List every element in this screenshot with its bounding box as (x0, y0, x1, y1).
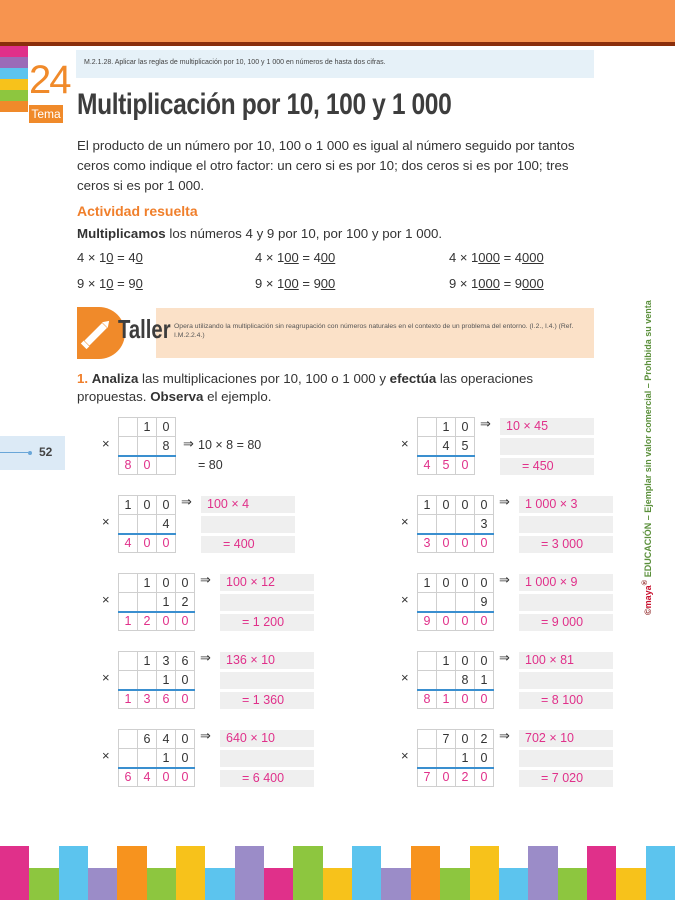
digit-cell (418, 671, 437, 690)
times-sign: × (102, 748, 110, 763)
result-digit: 1 (119, 612, 138, 631)
result-box: = 3 000 (519, 536, 613, 553)
footer-color-bar (176, 846, 205, 900)
digit-cell (119, 671, 138, 690)
side-stripe (0, 101, 28, 112)
digit-cell: 0 (456, 730, 475, 749)
footer-color-bar (440, 868, 469, 900)
blank-box (220, 750, 314, 767)
footer-color-bar (323, 868, 352, 900)
digit-cell: 5 (456, 437, 475, 456)
multiplication-grid (118, 651, 195, 709)
skill-code: M.2.1.28. Aplicar las reglas de multiplicación por 10, 100 y 1 000 en números de hasta dos cifras. (76, 50, 594, 78)
digit-cell (138, 671, 157, 690)
digit-cell (437, 593, 456, 612)
expression-text: 10 × 8 = 80 (198, 438, 262, 452)
blank-box (519, 750, 613, 767)
digit-cell: 3 (157, 652, 176, 671)
taller-description: Opera utilizando la multiplicación sin reagrupación con números naturales en el contexto de un problema del entorno. (I.2., I.4.) (Ref. I.M.2.2.4.) (174, 323, 574, 339)
digit-cell (119, 749, 138, 768)
digit-cell: 0 (456, 652, 475, 671)
digit-cell (119, 515, 138, 534)
expression-box: 100 × 4 (201, 496, 295, 513)
times-sign: × (401, 748, 409, 763)
page-number-tab (0, 436, 65, 470)
result-digit: 0 (437, 534, 456, 553)
result-digit: 0 (456, 690, 475, 709)
digit-cell (437, 515, 456, 534)
result-digit: 2 (138, 612, 157, 631)
blank-box (519, 594, 613, 611)
factor-zeros: 00 (284, 250, 299, 265)
digit-cell: 8 (456, 671, 475, 690)
arrow-icon: ⇒ (499, 573, 510, 588)
result-digit: 0 (138, 456, 157, 475)
multiplication-grid (118, 573, 195, 631)
footer-color-bar (59, 846, 88, 900)
digit-cell (138, 593, 157, 612)
exercise-number: 1. (77, 371, 89, 386)
digit-cell (138, 437, 157, 456)
result-digit: 0 (138, 534, 157, 553)
blank-box (220, 672, 314, 689)
digit-cell: 1 (475, 671, 494, 690)
footer-color-bar (528, 846, 557, 900)
digit-cell (119, 418, 138, 437)
digit-cell: 0 (475, 749, 494, 768)
activity-example (255, 276, 335, 291)
blank-box (519, 516, 613, 533)
digit-cell: 0 (475, 574, 494, 593)
arrow-icon: ⇒ (200, 729, 211, 744)
result-digit: 0 (456, 456, 475, 475)
footer-color-bar (616, 868, 645, 900)
result-digit: 0 (475, 612, 494, 631)
intro-paragraph: El producto de un número por 10, 100 o 1 000 es igual al número seguido por tantos ceros como indique el otro factor: un cero si es por 10; dos ceros si es por 100; tres ceros si es por 1 000. (77, 138, 575, 193)
digit-cell: 6 (138, 730, 157, 749)
multiplication-grid (417, 573, 494, 631)
product-zeros: 0 (135, 276, 143, 291)
brand-name: maya (643, 585, 653, 609)
result-box: = 9 000 (519, 614, 613, 631)
result-digit: 3 (138, 690, 157, 709)
result-digit: 3 (418, 534, 437, 553)
digit-cell (119, 593, 138, 612)
blank-box (519, 672, 613, 689)
result-digit: 0 (157, 534, 176, 553)
exercise-verb-analiza: Analiza (91, 371, 139, 386)
result-box: = 400 (201, 536, 295, 553)
footer-color-bar (205, 868, 234, 900)
header-brown-line (0, 42, 675, 46)
footer-color-bar (235, 846, 264, 900)
activity-title: Actividad resuelta (77, 203, 198, 219)
digit-cell: 0 (176, 574, 195, 593)
digit-cell (418, 593, 437, 612)
result-digit: 9 (418, 612, 437, 631)
footer-color-bar (88, 868, 117, 900)
footer-color-bar (29, 868, 58, 900)
result-digit: 2 (456, 768, 475, 787)
arrow-icon: ⇒ (499, 495, 510, 510)
product-zeros: 00 (320, 250, 336, 265)
side-stripe (0, 79, 28, 90)
exercise-text-2: las operaciones propuestas. (77, 371, 534, 404)
digit-cell: 0 (456, 418, 475, 437)
exercise-verb-efectua: efectúa (389, 371, 437, 386)
footer-color-bars (0, 846, 675, 900)
digit-cell (418, 437, 437, 456)
digit-cell (138, 515, 157, 534)
result-digit: 0 (475, 768, 494, 787)
multiplication-grid (118, 729, 195, 787)
digit-cell: 1 (157, 593, 176, 612)
result-digit: 0 (437, 612, 456, 631)
digit-cell: 0 (176, 730, 195, 749)
digit-cell: 1 (138, 574, 157, 593)
tema-number: 24 (29, 58, 70, 102)
activity-example (77, 276, 143, 291)
digit-cell (418, 418, 437, 437)
result-box: = 1 200 (220, 614, 314, 631)
digit-cell: 1 (119, 496, 138, 515)
digit-cell: 1 (437, 418, 456, 437)
factor-zeros: 000 (478, 276, 500, 291)
multiplication-grid (417, 417, 475, 475)
result-digit: 5 (437, 456, 456, 475)
footer-color-bar (587, 846, 616, 900)
result-digit: 0 (176, 690, 195, 709)
copyright-text: EDUCACIÓN – Ejemplar sin valor comercial – Prohibida su venta (643, 300, 653, 580)
activity-example (449, 250, 544, 265)
digit-cell (418, 730, 437, 749)
arrow-icon: ⇒ (200, 573, 211, 588)
side-color-stripes (0, 46, 28, 126)
activity-subtitle (77, 226, 442, 241)
footer-color-bar (293, 846, 322, 900)
footer-color-bar (499, 868, 528, 900)
digit-cell: 3 (475, 515, 494, 534)
digit-cell (456, 593, 475, 612)
digit-cell: 2 (475, 730, 494, 749)
example-text: = 4 (113, 250, 136, 265)
digit-cell (418, 652, 437, 671)
result-digit: 0 (157, 768, 176, 787)
result-digit: 1 (437, 690, 456, 709)
digit-cell: 1 (456, 749, 475, 768)
expression-box: 1 000 × 9 (519, 574, 613, 591)
side-stripe (0, 90, 28, 101)
times-sign: × (102, 436, 110, 451)
result-box: = 1 360 (220, 692, 314, 709)
digit-cell: 0 (157, 418, 176, 437)
multiplication-grid (417, 495, 494, 553)
product-zeros: 000 (522, 276, 544, 291)
result-digit: 0 (456, 612, 475, 631)
result-digit: 6 (157, 690, 176, 709)
copyright-symbol: © (643, 608, 653, 615)
result-digit: 4 (119, 534, 138, 553)
digit-cell: 0 (176, 671, 195, 690)
digit-cell: 0 (157, 574, 176, 593)
times-sign: × (401, 514, 409, 529)
expression-box: 640 × 10 (220, 730, 314, 747)
result-digit: 8 (119, 456, 138, 475)
result-digit: 4 (138, 768, 157, 787)
footer-color-bar (411, 846, 440, 900)
result-digit: 1 (119, 690, 138, 709)
multiplication-grid (417, 651, 494, 709)
blank-box (500, 438, 594, 455)
footer-color-bar (381, 868, 410, 900)
example-text: 9 × 1 (77, 276, 107, 291)
arrow-icon: ⇒ (181, 495, 192, 510)
digit-cell: 8 (157, 437, 176, 456)
digit-cell: 1 (138, 418, 157, 437)
example-text: = 9 (113, 276, 136, 291)
example-text: 9 × 1 (449, 276, 479, 291)
arrow-icon: ⇒ (183, 437, 194, 452)
footer-color-bar (352, 846, 381, 900)
result-digit: 4 (418, 456, 437, 475)
example-text: 4 × 1 (255, 250, 285, 265)
result-digit: 0 (475, 690, 494, 709)
digit-cell: 0 (437, 496, 456, 515)
digit-cell: 0 (475, 496, 494, 515)
result-box: = 8 100 (519, 692, 613, 709)
blank-box (220, 594, 314, 611)
digit-cell (456, 515, 475, 534)
example-text: = 9 (499, 276, 523, 291)
footer-color-bar (558, 868, 587, 900)
result-box: = 450 (500, 458, 594, 475)
footer-color-bar (117, 846, 146, 900)
expression-box: 702 × 10 (519, 730, 613, 747)
arrow-icon: ⇒ (499, 729, 510, 744)
factor-zeros: 000 (478, 250, 500, 265)
activity-example (255, 250, 335, 265)
exercise-text-3: el ejemplo. (203, 389, 272, 404)
side-stripe (0, 46, 28, 57)
result-digit: 8 (418, 690, 437, 709)
tema-label: Tema (29, 105, 63, 123)
example-text: 4 × 1 (449, 250, 479, 265)
times-sign: × (401, 436, 409, 451)
product-zeros: 000 (522, 250, 544, 265)
result-digit: 7 (418, 768, 437, 787)
blank-box (201, 516, 295, 533)
digit-cell (119, 574, 138, 593)
expression-box: 1 000 × 3 (519, 496, 613, 513)
page-number: 52 (39, 445, 53, 459)
taller-title: Taller (118, 314, 171, 344)
page-title: Multiplicación por 10, 100 y 1 000 (77, 88, 452, 121)
example-text: 9 × 1 (255, 276, 285, 291)
digit-cell: 4 (437, 437, 456, 456)
digit-cell (119, 730, 138, 749)
activity-example (77, 250, 143, 265)
digit-cell (119, 652, 138, 671)
expression-box: 100 × 12 (220, 574, 314, 591)
result-digit: 0 (475, 534, 494, 553)
times-sign: × (102, 514, 110, 529)
multiplication-grid (118, 417, 176, 475)
digit-cell: 0 (456, 574, 475, 593)
factor-zeros: 0 (106, 276, 114, 291)
digit-cell: 0 (475, 652, 494, 671)
digit-cell: 1 (418, 574, 437, 593)
result-digit: 0 (456, 534, 475, 553)
digit-cell: 4 (157, 515, 176, 534)
footer-color-bar (147, 868, 176, 900)
result-digit (157, 456, 176, 475)
footer-color-bar (470, 846, 499, 900)
factor-zeros: 00 (284, 276, 299, 291)
result-box: = 7 020 (519, 770, 613, 787)
footer-color-bar (0, 846, 29, 900)
digit-cell: 1 (138, 652, 157, 671)
example-text: 4 × 1 (77, 250, 107, 265)
side-stripe (0, 57, 28, 68)
result-box: = 6 400 (220, 770, 314, 787)
result-digit: 0 (176, 768, 195, 787)
example-text: = 9 (298, 276, 321, 291)
expression-box: 136 × 10 (220, 652, 314, 669)
digit-cell (418, 515, 437, 534)
exercise-verb-observa: Observa (150, 389, 204, 404)
digit-cell: 1 (418, 496, 437, 515)
digit-cell: 0 (157, 496, 176, 515)
activity-text: los números 4 y 9 por 10, por 100 y por 1 000. (165, 226, 443, 241)
arrow-icon: ⇒ (499, 651, 510, 666)
times-sign: × (401, 670, 409, 685)
digit-cell (119, 437, 138, 456)
copyright-notice (640, 300, 653, 615)
multiplication-grid (118, 495, 176, 553)
times-sign: × (102, 670, 110, 685)
footer-color-bar (646, 846, 675, 900)
example-text: = 4 (499, 250, 523, 265)
footer-color-bar (264, 868, 293, 900)
expression-box: 100 × 81 (519, 652, 613, 669)
digit-cell (437, 671, 456, 690)
page-number-dot (28, 451, 32, 455)
arrow-icon: ⇒ (200, 651, 211, 666)
result-digit: 6 (119, 768, 138, 787)
digit-cell (418, 749, 437, 768)
activity-verb: Multiplicamos (77, 226, 166, 241)
digit-cell: 0 (456, 496, 475, 515)
digit-cell: 1 (157, 671, 176, 690)
digit-cell (437, 749, 456, 768)
result-digit: 0 (176, 612, 195, 631)
result-digit: 0 (437, 768, 456, 787)
header-orange-band (0, 0, 675, 42)
digit-cell: 7 (437, 730, 456, 749)
digit-cell (138, 749, 157, 768)
activity-example (449, 276, 544, 291)
expression-box: 10 × 45 (500, 418, 594, 435)
side-stripe (0, 68, 28, 79)
times-sign: × (102, 592, 110, 607)
factor-zeros: 0 (106, 250, 114, 265)
registered-mark: ® (640, 579, 649, 586)
digit-cell: 0 (437, 574, 456, 593)
page-number-line (0, 452, 28, 453)
digit-cell: 6 (176, 652, 195, 671)
arrow-icon: ⇒ (480, 417, 491, 432)
exercise-instructions (77, 370, 597, 406)
product-zeros: 0 (135, 250, 143, 265)
digit-cell: 1 (157, 749, 176, 768)
example-text: = 4 (298, 250, 321, 265)
multiplication-grid (417, 729, 494, 787)
digit-cell: 0 (138, 496, 157, 515)
digit-cell: 4 (157, 730, 176, 749)
exercise-text-1: las multiplicaciones por 10, 100 o 1 000 y (138, 371, 390, 386)
times-sign: × (401, 592, 409, 607)
digit-cell: 9 (475, 593, 494, 612)
result-digit: 0 (157, 612, 176, 631)
product-zeros: 00 (320, 276, 336, 291)
result-text: = 80 (198, 458, 223, 472)
digit-cell: 2 (176, 593, 195, 612)
digit-cell: 1 (437, 652, 456, 671)
digit-cell: 0 (176, 749, 195, 768)
